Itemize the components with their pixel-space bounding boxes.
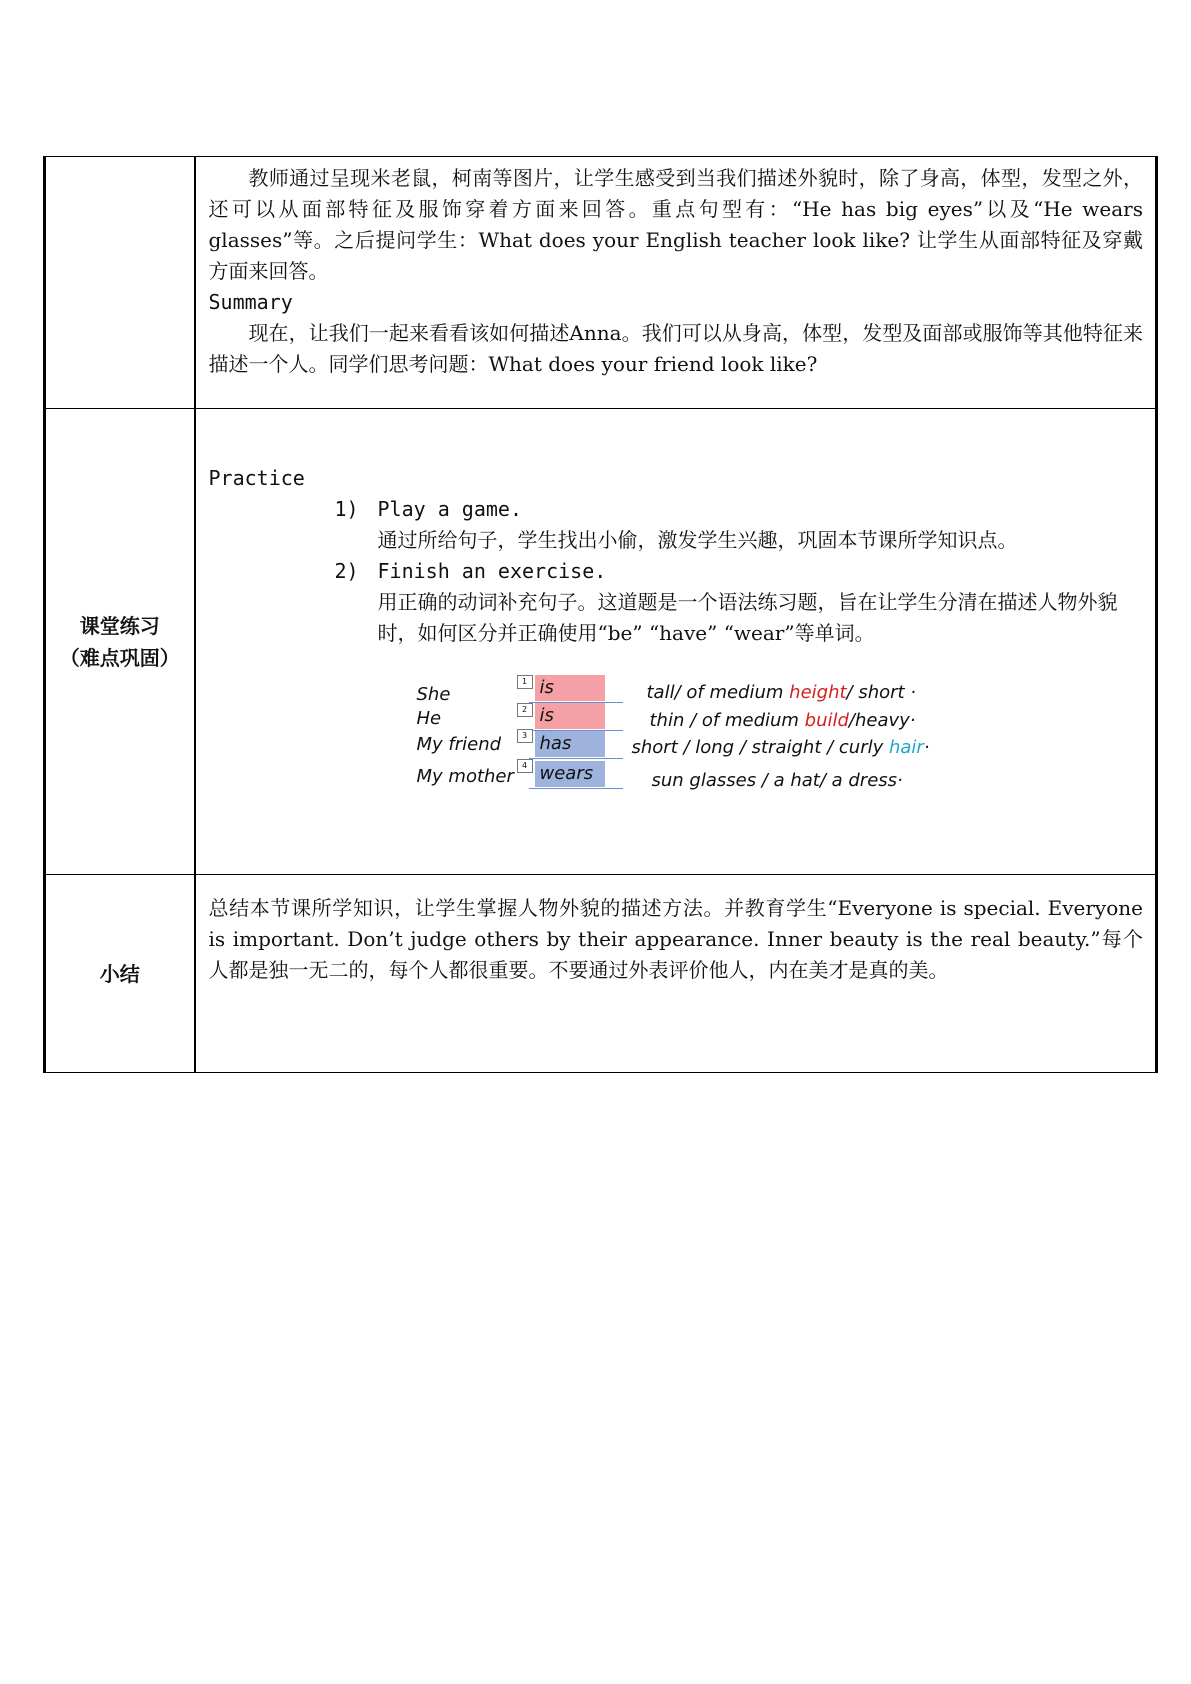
exercise-number: 1 bbox=[517, 675, 533, 689]
practice-item-title: Finish an exercise. bbox=[377, 559, 607, 583]
exercise-subject: She bbox=[416, 684, 451, 705]
exercise-subject: My mother bbox=[416, 766, 514, 787]
row-intro bbox=[45, 157, 1157, 409]
practice-label-line1: 课堂练习 bbox=[79, 613, 160, 638]
practice-list bbox=[209, 494, 1144, 649]
row-intro-label bbox=[45, 157, 195, 409]
exercise-phrase: sun glasses / a hat/ a dress· bbox=[651, 770, 903, 791]
practice-item-title: Play a game. bbox=[377, 497, 522, 521]
exercise-number: 2 bbox=[517, 703, 533, 717]
exercise-underline bbox=[529, 788, 623, 789]
conclusion-paragraph: 总结本节课所学知识，让学生掌握人物外貌的描述方法。并教育学生“Everyone is special. Everyone is important. Don’t judge others by their appearance. Inner beauty is the real beauty.”每个人都是独一无二的，每个人都很重要。不要通过外表评价他人，内在美才是真的美。 bbox=[208, 896, 1143, 982]
exercise-number: 4 bbox=[517, 759, 533, 773]
exercise-figure bbox=[417, 673, 977, 793]
lesson-plan-table bbox=[43, 156, 1158, 1073]
practice-label-line2: （难点巩固） bbox=[59, 645, 180, 670]
row-practice-label bbox=[45, 409, 195, 875]
row-intro-content bbox=[195, 157, 1157, 409]
practice-item-desc: 用正确的动词补充句子。这道题是一个语法练习题，旨在让学生分清在描述人物外貌时，如何区分并正确使用“be” “have” “wear”等单词。 bbox=[377, 590, 1118, 645]
exercise-verb-box: wears bbox=[535, 761, 605, 787]
exercise-phrase: tall/ of medium height/ short · bbox=[646, 682, 917, 703]
exercise-underline bbox=[529, 758, 623, 759]
summary-paragraph: 现在，让我们一起来看看该如何描述Anna。我们可以从身高，体型，发型及面部或服饰等其他特征来描述一个人。同学们思考问题：What does your friend look like? bbox=[208, 321, 1143, 376]
exercise-number: 3 bbox=[517, 729, 533, 743]
practice-item-number: 2) bbox=[334, 559, 359, 583]
exercise-verb-box: is bbox=[535, 703, 605, 729]
exercise-phrase: short / long / straight / curly hair· bbox=[631, 737, 930, 758]
intro-paragraph: 教师通过呈现米老鼠，柯南等图片，让学生感受到当我们描述外貌时，除了身高，体型，发型之外，还可以从面部特征及服饰穿着方面来回答。重点句型有：“He has big eyes”以及“He wears glasses”等。之后提问学生：What does your English teacher look like? 让学生从面部特征及穿戴方面来回答。 bbox=[208, 166, 1143, 283]
row-conclusion bbox=[45, 875, 1157, 1073]
exercise-subject: My friend bbox=[416, 734, 502, 755]
practice-item-number: 1) bbox=[334, 497, 359, 521]
exercise-subject: He bbox=[416, 708, 442, 729]
row-practice-content bbox=[195, 409, 1157, 875]
practice-item bbox=[209, 556, 1144, 649]
row-practice bbox=[45, 409, 1157, 875]
exercise-highlight: build bbox=[804, 710, 849, 731]
exercise-highlight: height bbox=[789, 682, 847, 703]
exercise-phrase: thin / of medium build/heavy· bbox=[649, 710, 916, 731]
summary-heading: Summary bbox=[208, 290, 293, 314]
row-conclusion-content bbox=[195, 875, 1157, 1073]
practice-item-desc: 通过所给句子，学生找出小偷，激发学生兴趣，巩固本节课所学知识点。 bbox=[377, 528, 1018, 552]
exercise-highlight: hair bbox=[888, 737, 924, 758]
row-conclusion-label: 小结 bbox=[45, 875, 195, 1073]
exercise-verb-box: has bbox=[535, 731, 605, 757]
practice-item bbox=[209, 494, 1144, 556]
practice-heading: Practice bbox=[208, 466, 305, 490]
exercise-verb-box: is bbox=[535, 675, 605, 701]
